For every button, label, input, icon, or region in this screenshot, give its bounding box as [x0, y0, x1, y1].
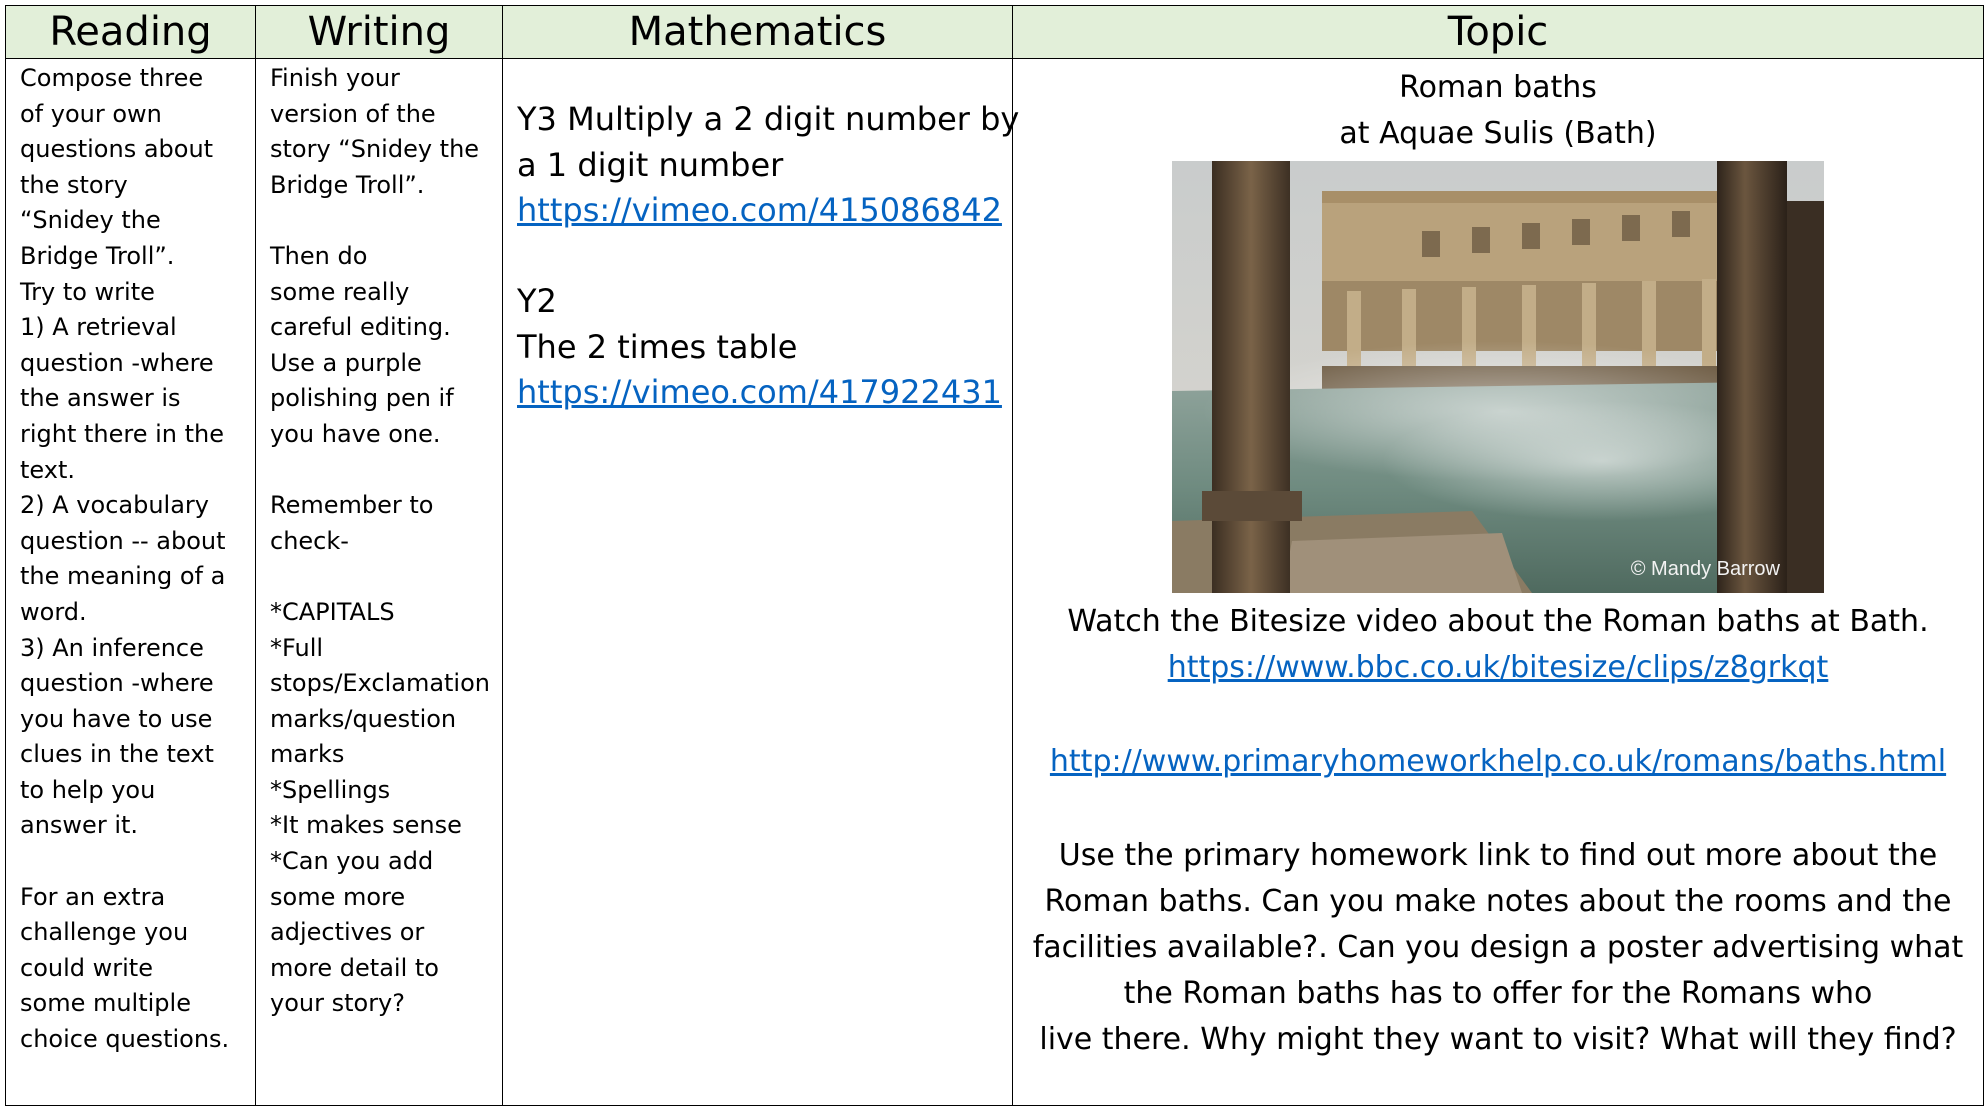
- writing-text-line: Remember to: [270, 491, 434, 520]
- topic-task-line: facilities available?. Can you design a poster advertising what: [1032, 930, 1964, 965]
- writing-text-line: your story?: [270, 989, 405, 1018]
- writing-text-line: stops/Exclamation: [270, 669, 490, 698]
- roman-baths-photo: [1172, 161, 1824, 593]
- reading-text-line: the answer is: [20, 384, 181, 413]
- writing-text-line: careful editing.: [270, 313, 451, 342]
- writing-text-line: marks: [270, 740, 345, 769]
- reading-text-line: “Snidey the: [20, 206, 161, 235]
- reading-text-line: you have to use: [20, 704, 213, 733]
- topic-task-line: live there. Why might they want to visit? What will they find?: [1039, 1022, 1957, 1057]
- y3-vimeo-link[interactable]: https://vimeo.com/415086842: [517, 191, 1002, 229]
- spacer: [270, 453, 494, 489]
- y3-task-line-1: Y3 Multiply a 2 digit number by: [517, 100, 1020, 138]
- reading-text-line: For an extra: [20, 882, 166, 911]
- writing-text-line: Use a purple: [270, 348, 422, 377]
- reading-text-line: Compose three: [20, 64, 204, 92]
- reading-text-line: right there in the: [20, 419, 225, 448]
- reading-text-line: question -- about: [20, 526, 226, 555]
- reading-text-line: Try to write: [20, 277, 155, 306]
- writing-cell: [256, 59, 503, 1106]
- writing-text-line: more detail to: [270, 953, 439, 982]
- reading-text-line: questions about: [20, 135, 214, 164]
- primary-homework-help-link[interactable]: http://www.primaryhomeworkhelp.co.uk/romans/baths.html: [1049, 744, 1947, 779]
- y2-label: Y2: [517, 282, 557, 320]
- header-row: [6, 6, 1984, 59]
- y2-vimeo-link[interactable]: https://vimeo.com/417922431: [517, 373, 1002, 411]
- reading-text-line: 2) A vocabulary: [20, 491, 209, 520]
- reading-text-line: question -where: [20, 348, 214, 377]
- header-mathematics: Mathematics: [503, 6, 1013, 59]
- y3-task-line-2: a 1 digit number: [517, 145, 784, 184]
- reading-text-line: question -where: [20, 669, 214, 698]
- reading-text-line: 1) A retrieval: [20, 313, 177, 342]
- writing-text-line: *Full: [270, 633, 324, 662]
- writing-text-line: *CAPITALS: [270, 597, 395, 626]
- spacer: [1023, 785, 1973, 833]
- writing-text-line: some really: [270, 277, 410, 306]
- spacer: [270, 559, 494, 595]
- reading-text-line: answer it.: [20, 811, 139, 840]
- header-writing: Writing: [256, 6, 503, 59]
- reading-cell: [6, 59, 256, 1106]
- writing-text-line: Then do: [270, 241, 368, 270]
- writing-text-line: you have one.: [270, 419, 441, 448]
- reading-text-line: word.: [20, 597, 87, 626]
- topic-task-line: Roman baths. Can you make notes about the rooms and the: [1044, 884, 1952, 919]
- header-topic: Topic: [1013, 6, 1984, 59]
- writing-text-line: Bridge Troll”.: [270, 170, 425, 199]
- writing-text-line: story “Snidey the: [270, 135, 480, 164]
- reading-text-line: clues in the text: [20, 740, 214, 769]
- topic-cell: [1013, 59, 1984, 1106]
- topic-task-line: the Roman baths has to offer for the Romans who: [1123, 976, 1873, 1011]
- roman-baths-illustration: [1172, 161, 1824, 593]
- reading-text-line: Bridge Troll”.: [20, 241, 175, 270]
- reading-text-line: 3) An inference: [20, 633, 204, 662]
- writing-text-line: *Spellings: [270, 775, 391, 804]
- writing-text-line: *Can you add: [270, 847, 434, 876]
- reading-text-line: the meaning of a: [20, 562, 226, 591]
- topic-title-line-1: Roman baths: [1399, 70, 1597, 105]
- reading-text-line: could write: [20, 953, 153, 982]
- writing-text-line: version of the: [270, 99, 436, 128]
- mathematics-cell: [503, 59, 1020, 1106]
- header-reading: Reading: [6, 6, 256, 59]
- reading-text-line: of your own: [20, 99, 162, 128]
- reading-text-line: the story: [20, 170, 128, 199]
- writing-instructions: [270, 61, 494, 1022]
- y2-task: The 2 times table: [517, 327, 798, 366]
- reading-text-line: text.: [20, 455, 75, 484]
- home-learning-table: [5, 5, 1984, 1106]
- bitesize-link[interactable]: https://www.bbc.co.uk/bitesize/clips/z8grkqt: [1167, 650, 1829, 685]
- spacer: [270, 203, 494, 239]
- writing-text-line: *It makes sense: [270, 811, 462, 840]
- writing-text-line: check-: [270, 526, 349, 555]
- reading-text-line: challenge you: [20, 918, 189, 947]
- spacer: [517, 234, 1004, 280]
- topic-task-line: Use the primary homework link to find out more about the: [1058, 838, 1938, 873]
- reading-text-line: to help you: [20, 775, 156, 804]
- photo-credit: © Mandy Barrow: [1630, 558, 1780, 580]
- content-row: [6, 59, 1984, 1106]
- reading-text-line: some multiple: [20, 989, 191, 1018]
- reading-text-line: choice questions.: [20, 1025, 230, 1054]
- writing-text-line: marks/question: [270, 704, 457, 733]
- writing-text-line: some more: [270, 882, 406, 911]
- writing-text-line: adjectives or: [270, 918, 425, 947]
- topic-title-line-2: at Aquae Sulis (Bath): [1339, 116, 1657, 151]
- spacer: [20, 844, 247, 880]
- spacer: [1023, 691, 1973, 739]
- writing-text-line: polishing pen if: [270, 384, 454, 413]
- writing-text-line: Finish your: [270, 64, 400, 92]
- bitesize-instruction: Watch the Bitesize video about the Roman baths at Bath.: [1067, 604, 1929, 639]
- reading-instructions: [20, 61, 247, 1058]
